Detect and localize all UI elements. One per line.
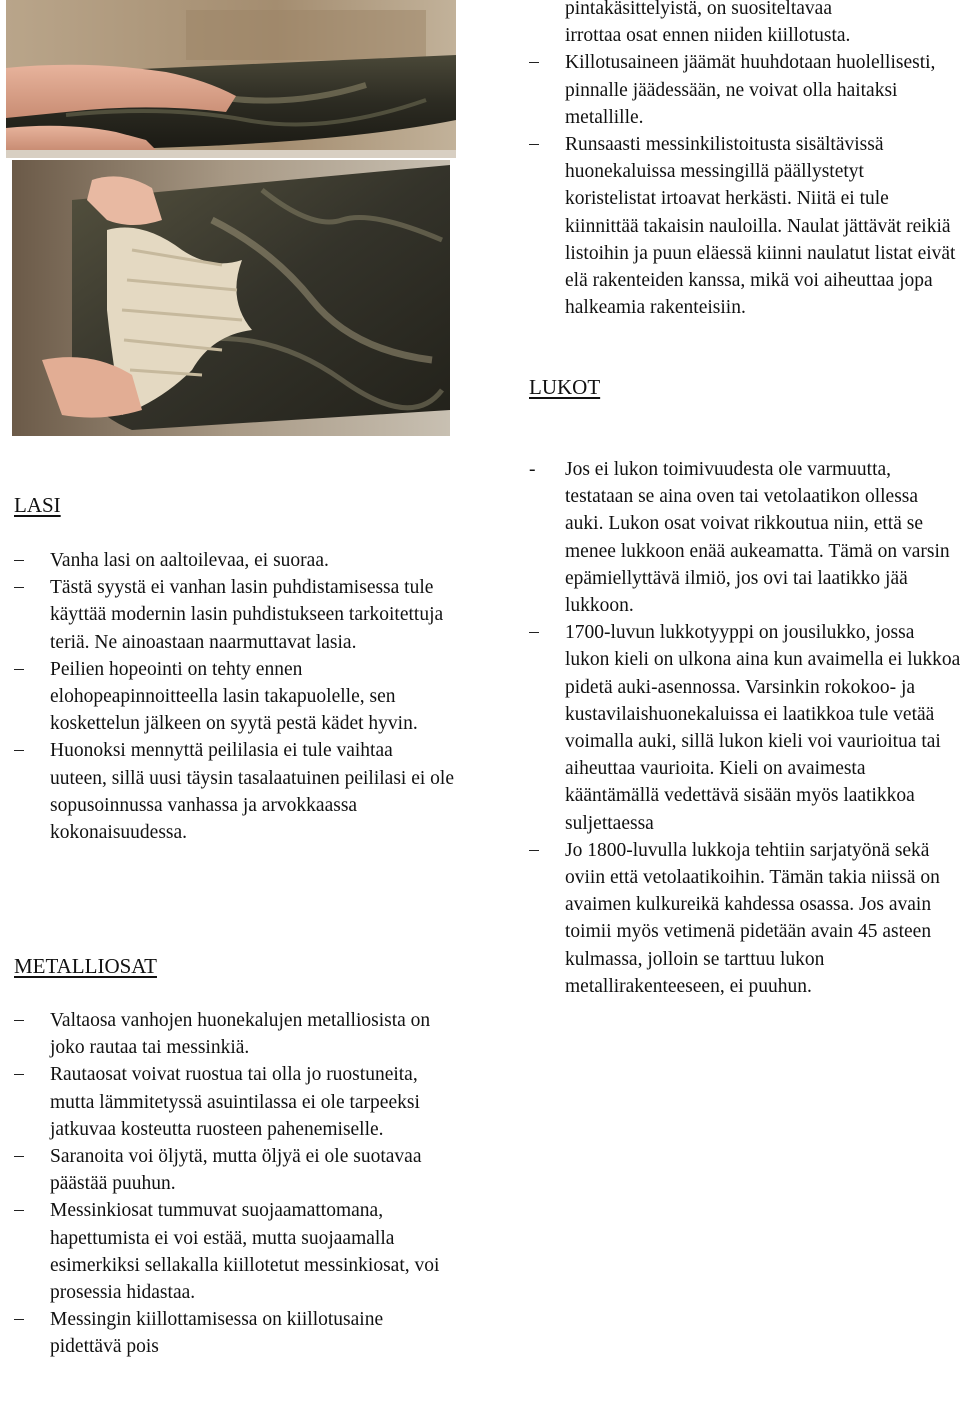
list-item: Messinkiosat tummuvat suojaamattomana, hapettumista ei voi estää, mutta suojaamalla esimerkiksi sellakalla kiillotetut messinkiosat, voi prosessia hidastaa. bbox=[14, 1197, 454, 1306]
list-item: Saranoita voi öljytä, mutta öljyä ei ole suotavaa päästää puuhun. bbox=[14, 1143, 454, 1197]
list-item: Rautaosat voivat ruostua tai olla jo ruostuneita, mutta lämmitetyssä asuintilassa ei ole tarpeeksi jatkuvaa kosteutta ruosteen pahenemiselle. bbox=[14, 1061, 454, 1143]
dash-bullet bbox=[14, 587, 24, 588]
dash-bullet bbox=[14, 1020, 24, 1021]
continuation-line-1: pintakäsittelyistä, on suositeltavaa bbox=[565, 0, 832, 19]
list-item: Peilien hopeointi on tehty ennen elohopeapinnoitteella lasin takapuolelle, sen koskettelun jälkeen on syytä pestä kädet hyvin. bbox=[14, 656, 454, 738]
lukot-list bbox=[529, 456, 960, 1000]
right-top-list bbox=[529, 49, 959, 321]
lukot-column bbox=[529, 456, 960, 1000]
list-item: - Jos ei lukon toimivuudesta ole varmuutta, testataan se aina oven tai vetolaatikon ollessa auki. Lukon osat voivat rikkoutua niin, että se menee lukkoon enää aukeamatta. Tämä on varsin epämiellyttävä ilmiö, jos ovi tai laatikko jää lukkoon. bbox=[529, 456, 960, 619]
list-item: Runsaasti messinkilistoitusta sisältävissä huonekaluissa messingillä päällystetyt koristelistat irtoavat herkästi. Niitä ei tule kiinnittää takaisin nauloilla. Naulat jättävät reikiä listoihin ja puun eläessä kiinni naulatut listat eivät elä rakenteiden kanssa, mikä voi aiheuttaa jopa halkeamia rakenteisiin. bbox=[529, 131, 959, 321]
list-item: Valtaosa vanhojen huonekalujen metalliosista on joko rautaa tai messinkiä. bbox=[14, 1007, 454, 1061]
list-item: Huonoksi mennyttä peililasia ei tule vaihtaa uuteen, sillä uusi täysin tasalaatuinen peililasi ei ole sopusoinnussa vanhassa ja arvokkaassa kokonaisuudessa. bbox=[14, 737, 454, 846]
dash-bullet bbox=[14, 1074, 24, 1075]
lasi-column bbox=[14, 547, 454, 846]
lukot-heading: LUKOT bbox=[529, 375, 601, 399]
list-item: Vanha lasi on aaltoilevaa, ei suoraa. bbox=[14, 547, 454, 574]
metalliosat-heading: METALLIOSAT bbox=[14, 954, 157, 978]
right-top-column bbox=[529, 0, 959, 321]
furniture-veneer-photo bbox=[6, 0, 456, 158]
dash-bullet bbox=[14, 1319, 24, 1320]
list-item: Killotusaineen jäämät huuhdotaan huolellisesti, pinnalle jäädessään, ne voivat olla haitaksi metallille. bbox=[529, 49, 959, 131]
marbled-board-filler-photo bbox=[12, 160, 450, 436]
list-item: Tästä syystä ei vanhan lasin puhdistamisessa tule käyttää modernin lasin puhdistukseen tarkoitettuja teriä. Ne ainoastaan naarmuttavat lasia. bbox=[14, 574, 454, 656]
lasi-heading: LASI bbox=[14, 493, 61, 517]
lasi-list bbox=[14, 547, 454, 846]
list-item: Jo 1800-luvulla lukkoja tehtiin sarjatyönä sekä oviin että vetolaatikoihin. Tämän takia niissä on avaimen kulkureikä kahdessa osassa. Jos avain toimii myös vetimenä pidetään avain 45 asteen kulmassa, jolloin se tarttuu lukon metallirakenteeseen, ei puuhun. bbox=[529, 837, 960, 1000]
dash-bullet bbox=[14, 669, 24, 670]
dash-bullet bbox=[529, 144, 539, 145]
metalliosat-column bbox=[14, 1007, 454, 1361]
list-item: 1700-luvun lukkotyyppi on jousilukko, jossa lukon kieli on ulkona aina kun avaimella ei lukkoa pidetä auki-asennossa. Varsinkin rokokoo- ja kustavilaishuonekaluissa ei laatikkoa tule vetää voimalla auki, sillä lukon kieli voi vaurioitua tai aiheuttaa vaurioita. Kieli on avaimesta kääntämällä vedettävä sisään myös laatikkoa suljettaessa bbox=[529, 619, 960, 837]
hyphen-bullet: - bbox=[529, 459, 536, 480]
metalliosat-list bbox=[14, 1007, 454, 1361]
dash-bullet bbox=[529, 850, 539, 851]
dash-bullet bbox=[14, 1210, 24, 1211]
list-item: Messingin kiillottamisessa on kiillotusaine pidettävä pois bbox=[14, 1306, 454, 1360]
continuation-line-2: irrottaa osat ennen niiden kiillotusta. bbox=[565, 25, 851, 47]
dash-bullet bbox=[14, 560, 24, 561]
dash-bullet bbox=[14, 750, 24, 751]
dash-bullet bbox=[14, 1156, 24, 1157]
dash-bullet bbox=[529, 632, 539, 633]
dash-bullet bbox=[529, 62, 539, 63]
